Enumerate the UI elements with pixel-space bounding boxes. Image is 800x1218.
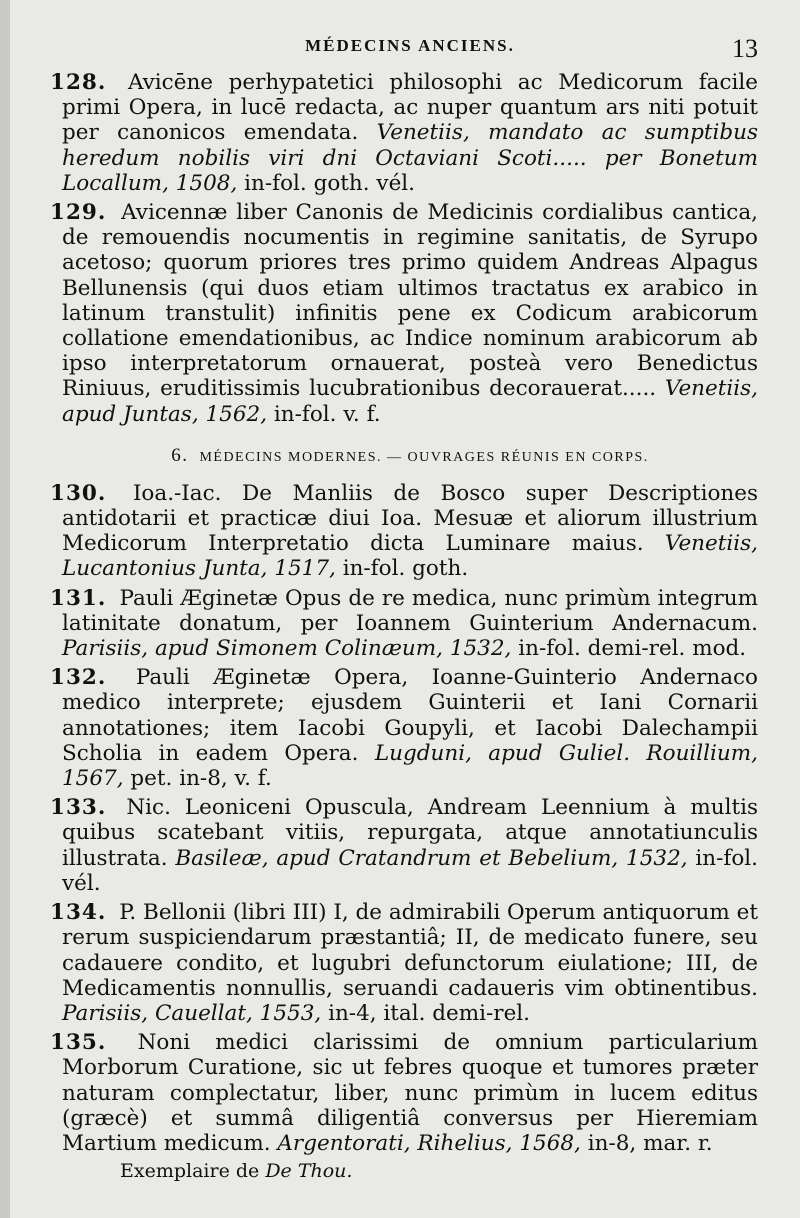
section-title: MÉDECINS MODERNES. — OUVRAGES RÉUNIS EN CORPS. [199,449,649,465]
catalog-entry [50,480,758,582]
catalog-entry [50,795,759,896]
entry-imprint: Parisiis, apud Simonem Colinæum, 1532, [62,636,512,662]
note-owner: De Thou. [265,1160,353,1183]
entry-imprint: Parisiis, Cauellat, 1553, [62,1000,322,1026]
entry-format: in-fol. v. f. [273,401,381,427]
catalog-entry [50,200,759,427]
catalog-entry [50,585,758,662]
entry-format: in-fol. goth. [342,556,469,582]
entry-text: Nic. Leoniceni Opuscula, Andream Leennium à multis quibus scatebant vitiis, repurgata, atque annotatiunculis illustrata. [62,795,758,871]
entry-number: 131. [50,585,107,611]
catalog-entry [50,1030,758,1156]
provenance-note [62,1160,758,1182]
entry-number: 130. [50,480,107,506]
section-number: 6. [171,444,189,466]
entry-imprint: Venetiis, apud Juntas, 1562, [62,376,759,427]
entry-text: Ioa.-Iac. De Manliis de Bosco super Descriptiones antidotarii et practicæ diui Ioa. Mesuæ et aliorum illustrium Medicorum Interpretatio dicta Luminare maius. [62,480,758,557]
entry-number: 134. [50,900,107,926]
entry-imprint: Venetiis, Lucantonius Junta, 1517, [62,531,758,582]
catalog-entry [50,900,758,1026]
page-header [62,34,758,70]
entry-format: pet. in-8, v. f. [130,766,272,792]
page-number: 13 [732,34,758,63]
note-text: Exemplaire de [120,1160,260,1183]
entry-number: 132. [50,665,107,691]
entry-format: in-4, ital. demi-rel. [328,1000,531,1026]
entry-format: in-fol. demi-rel. mod. [518,636,747,662]
entry-imprint: Venetiis, mandato ac sumptibus heredum nobilis viri dni Octaviani Scoti..... per Bonetum Locallum, 1508, [62,120,758,196]
entry-format: in-fol. goth. vél. [244,170,416,196]
entry-imprint: Lugduni, apud Guliel. Rouillium, 1567, [62,740,758,792]
entry-text: P. Bellonii (libri III) I, de admirabili Operum antiquorum et rerum suspiciendarum præstantiâ; II, de medicato funere, seu cadauere condito, et lugubri defunctorum eiulatione; III, de Medicamentis nonnullis, seruandi cadaueris vim obtinentibus. [62,900,758,1001]
entry-number: 129. [50,200,107,226]
catalog-entry [50,70,758,196]
entry-text: Noni medici clarissimi de omnium particularium Morborum Curatione, sic ut febres quoque et tumores præter naturam complectatur, liber, nunc primùm in lucem editus (græcè) et summâ diligentiâ conversus per Hieremiam Martium medicum. [62,1030,758,1156]
entry-text: Avicennæ liber Canonis de Medicinis cordialibus cantica, de remouendis nocumentis in regimine sanitatis, de Syrupo acetoso; quorum priores tres primo quidem Andreas Alpagus Bellunensis (qui duos etiam ultimos tractatus ex arabico in latinum transtulit) infinitis pene ex Codicum arabicorum collatione emendationibus, ac Indice nominum arabicorum ab ipso interpretatorum ornauerat, posteà vero Benedictus Riniuus, eruditissimis lucubrationibus decorauerat..... [62,200,758,402]
entry-imprint: Argentorati, Rihelius, 1568, [277,1130,581,1156]
entry-format: in-fol. vél. [62,845,759,896]
entry-number: 133. [50,795,107,821]
section-heading [62,445,758,467]
running-title: MÉDECINS ANCIENS. [305,36,515,55]
entry-number: 135. [50,1030,107,1056]
entry-text: Avicēne perhypatetici philosophi ac Medicorum facile primi Opera, in lucē redacta, ac nuper quantum ars niti potuit per canonicos emendata. [62,70,758,146]
entry-text: Pauli Æginetæ Opus de re medica, nunc primùm integrum latinitate donatum, per Ioannem Guinterium Andernacum. [62,585,758,636]
entry-number: 128. [50,70,107,95]
catalog-entry [50,665,758,792]
entry-text: Pauli Æginetæ Opera, Ioanne-Guinterio Andernaco medico interprete; ejusdem Guinterii et Iani Cornarii annotationes; item Iacobi Goupyli, et Iacobi Dalechampii Scholia in eadem Opera. [62,665,758,766]
entry-imprint: Basileæ, apud Cratandrum et Bebelium, 1532, [175,845,688,871]
entry-format: in-8, mar. r. [587,1130,713,1156]
